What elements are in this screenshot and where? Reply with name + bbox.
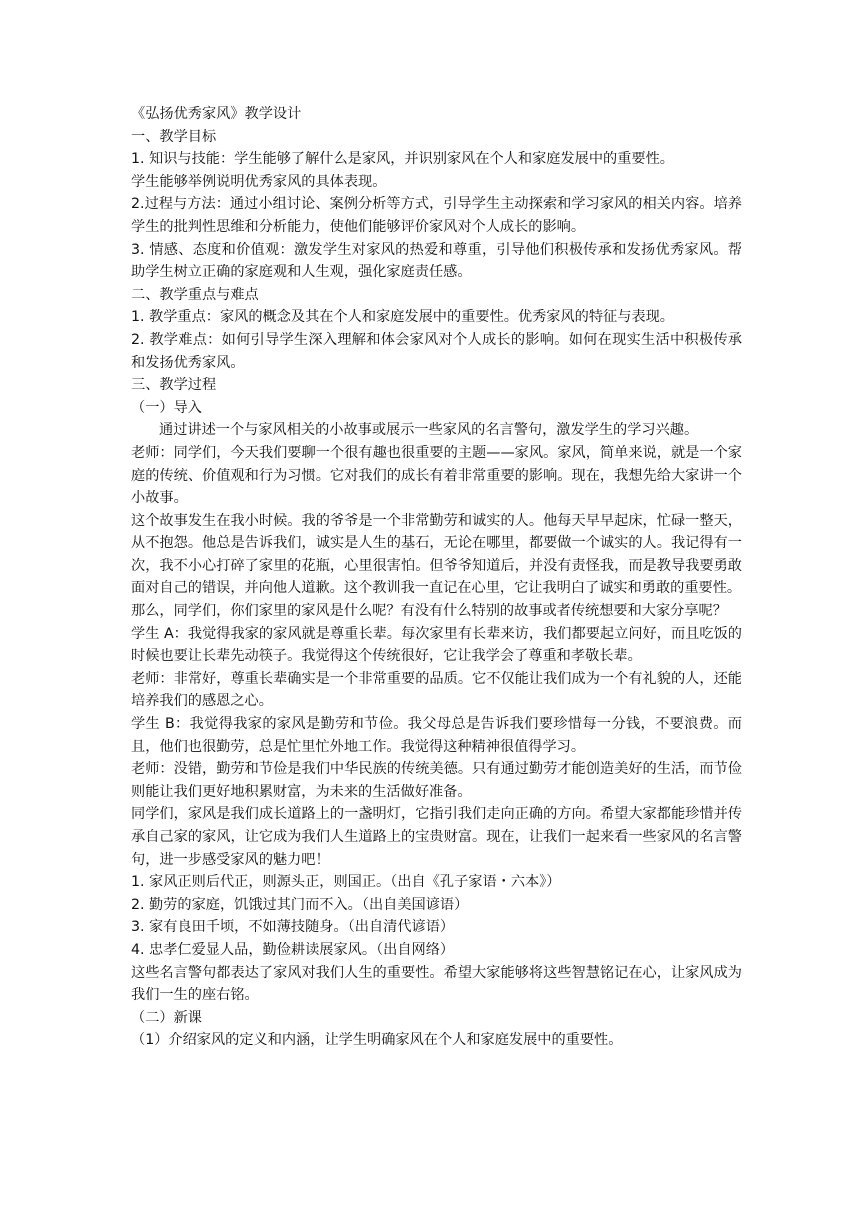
paragraph: 2. 教学难点：如何引导学生深入理解和体会家风对个人成长的影响。如何在现实生活中积极传承和发扬优秀家风。 bbox=[131, 331, 742, 371]
paragraph: 那么，同学们，你们家里的家风是什么呢？有没有什么特别的故事或者传统想要和大家分享呢？ bbox=[131, 603, 727, 620]
paragraph: 1. 知识与技能：学生能够了解什么是家风，并识别家风在个人和家庭发展中的重要性。 bbox=[131, 151, 674, 168]
paragraph: 这些名言警句都表达了家风对我们人生的重要性。希望大家能够将这些智慧铭记在心，让家风成为我们一生的座右铭。 bbox=[131, 964, 742, 1004]
paragraph: 1. 家风正则后代正，则源头正，则国正。（出自《孔子家语・六本》） bbox=[131, 874, 561, 891]
paragraph: 老师：同学们，今天我们要聊一个很有趣也很重要的主题——家风。家风，简单来说，就是一个家庭的传统、价值观和行为习惯。它对我们的成长有着非常重要的影响。现在，我想先给大家讲一个小故事。 bbox=[131, 444, 742, 507]
paragraph: 一、教学目标 bbox=[131, 128, 217, 145]
document-body bbox=[131, 126, 742, 1052]
paragraph: 同学们，家风是我们成长道路上的一盏明灯，它指引我们走向正确的方向。希望大家都能珍惜并传承自己家的家风，让它成为我们人生道路上的宝贵财富。现在，让我们一起来看一些家风的名言警句，进一步感受家风的魅力吧！ bbox=[131, 806, 742, 868]
paragraph: 二、教学重点与难点 bbox=[131, 286, 259, 303]
document-title: 《弘扬优秀家风》教学设计 bbox=[131, 106, 302, 122]
paragraph: 三、教学过程 bbox=[131, 377, 217, 394]
paragraph: 学生 B：我觉得我家的家风是勤劳和节俭。我父母总是告诉我们要珍惜每一分钱，不要浪费。而且，他们也很勤劳，总是忙里忙外地工作。我觉得这种精神很值得学习。 bbox=[131, 716, 742, 755]
paragraph: 1. 教学重点：家风的概念及其在个人和家庭发展中的重要性。优秀家风的特征与表现。 bbox=[131, 309, 674, 326]
paragraph: 3. 家有良田千顷，不如薄技随身。（出自清代谚语） bbox=[131, 919, 455, 936]
paragraph: （二）新课 bbox=[131, 1009, 202, 1026]
paragraph: （1）介绍家风的定义和内涵，让学生明确家风在个人和家庭发展中的重要性。 bbox=[131, 1032, 623, 1049]
paragraph: （一）导入 bbox=[131, 399, 202, 416]
paragraph: 通过讲述一个与家风相关的小故事或展示一些家风的名言警句，激发学生的学习兴趣。 bbox=[159, 422, 699, 439]
paragraph: 这个故事发生在我小时候。我的爷爷是一个非常勤劳和诚实的人。他每天早早起床，忙碌一整天，从不抱怨。他总是告诉我们，诚实是人生的基石，无论在哪里，都要做一个诚实的人。我记得有一次，我不小心打碎了家里的花瓶，心里很害怕。但爷爷知道后，并没有责怪我，而是教导我要勇敢面对自己的错误，并向他人道歉。这个教训我一直记在心里，它让我明白了诚实和勇敢的重要性。 bbox=[131, 512, 742, 597]
paragraph: 2. 勤劳的家庭，饥饿过其门而不入。（出自美国谚语） bbox=[131, 896, 469, 913]
paragraph: 4. 忠孝仁爱显人品，勤俭耕读展家风。（出自网络） bbox=[131, 941, 455, 958]
paragraph: 学生 A：我觉得我家的家风就是尊重长辈。每次家里有长辈来访，我们都要起立问好，而且吃饭的时候也要让长辈先动筷子。我觉得这个传统很好，它让我学会了尊重和孝敬长辈。 bbox=[131, 625, 742, 665]
paragraph: 3. 情感、态度和价值观：激发学生对家风的热爱和尊重，引导他们积极传承和发扬优秀家风。帮助学生树立正确的家庭观和人生观，强化家庭责任感。 bbox=[131, 241, 742, 281]
paragraph: 2.过程与方法：通过小组讨论、案例分析等方式，引导学生主动探索和学习家风的相关内容。培养学生的批判性思维和分析能力，使他们能够评价家风对个人成长的影响。 bbox=[131, 196, 742, 235]
paragraph: 学生能够举例说明优秀家风的具体表现。 bbox=[131, 173, 387, 190]
paragraph: 老师：没错，勤劳和节俭是我们中华民族的传统美德。只有通过勤劳才能创造美好的生活，而节俭则能让我们更好地积累财富，为未来的生活做好准备。 bbox=[131, 761, 742, 800]
paragraph: 老师：非常好，尊重长辈确实是一个非常重要的品质。它不仅能让我们成为一个有礼貌的人，还能培养我们的感恩之心。 bbox=[131, 670, 742, 710]
